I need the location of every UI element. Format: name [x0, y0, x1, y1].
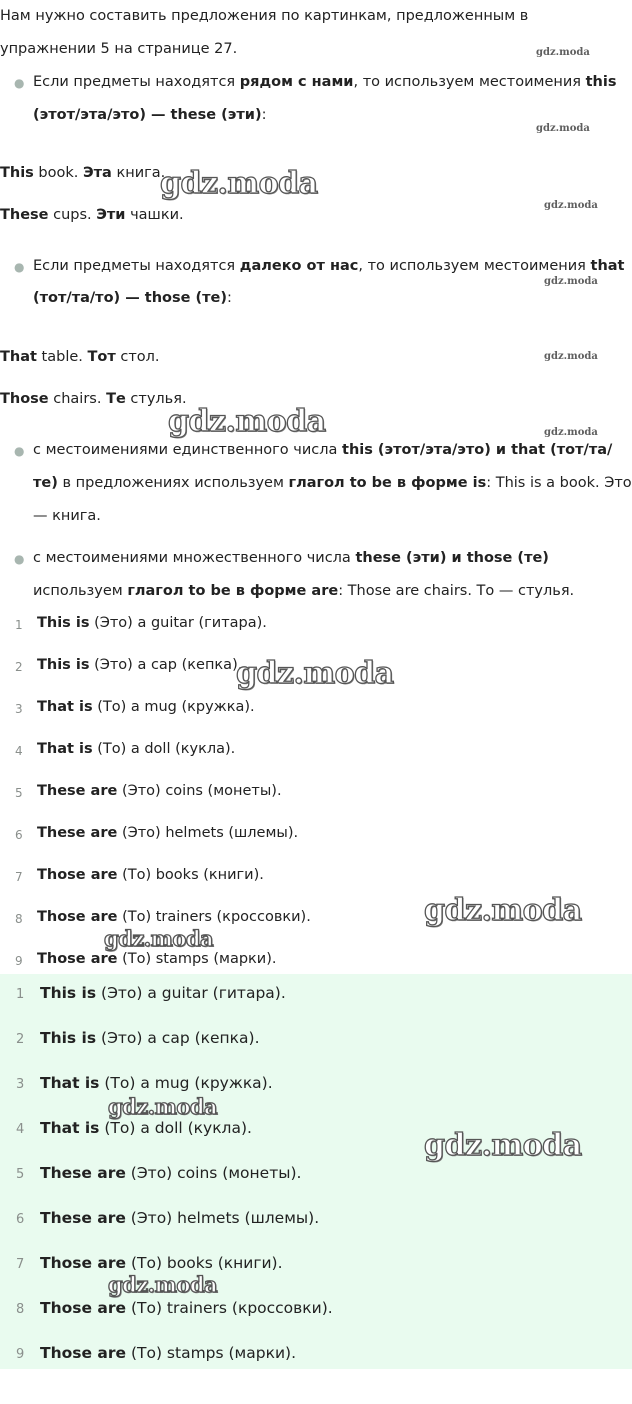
item-number: 1: [15, 618, 23, 632]
watermark-large: gdz.moda: [160, 166, 318, 201]
watermark-large: gdz.moda: [108, 1094, 218, 1119]
intro-line-1: Нам нужно составить предложения по картинкам, предложенным в: [0, 8, 529, 24]
item-number: 8: [15, 912, 23, 926]
rule-far-line-2: (тот/та/то) — those (те):: [33, 290, 232, 306]
bullet-dot: ●: [14, 76, 25, 90]
item-number: 9: [16, 1347, 25, 1362]
item-number: 6: [15, 828, 23, 842]
item-text: That is (То) a mug (кружка).: [37, 699, 255, 715]
rule-far-line-1: Если предметы находятся далеко от нас, то используем местоимения that: [33, 258, 625, 274]
watermark-small: gdz.moda: [544, 427, 598, 438]
item-number: 1: [16, 987, 25, 1002]
item-text: Those are (То) trainers (кроссовки).: [37, 909, 311, 925]
intro-line-2: упражнении 5 на странице 27.: [0, 41, 238, 57]
item-number: 7: [16, 1257, 25, 1272]
item-text: That is (То) a doll (кукла).: [37, 741, 236, 757]
watermark-large: gdz.moda: [424, 893, 582, 928]
item-text: Those are (То) books (книги).: [40, 1254, 283, 1272]
rule-near-line-1: Если предметы находятся рядом с нами, то используем местоимения this: [33, 74, 617, 90]
example-that: That table. Тот стол.: [0, 349, 160, 365]
item-text: These are (Это) helmets (шлемы).: [40, 1209, 320, 1227]
watermark-large: gdz.moda: [108, 1272, 218, 1297]
watermark-small: gdz.moda: [536, 47, 590, 58]
item-text: This is (Это) a guitar (гитара).: [40, 984, 286, 1002]
item-number: 2: [15, 660, 23, 674]
rule-singular-line-1: с местоимениями единственного числа this (этот/эта/это) и that (тот/та/: [33, 442, 613, 458]
watermark-large: gdz.moda: [424, 1128, 582, 1163]
item-text: These are (Это) helmets (шлемы).: [37, 825, 299, 841]
bullet-dot: ●: [14, 260, 25, 274]
watermark-small: gdz.moda: [544, 351, 598, 362]
rule-plural-line-2: используем глагол to be в форме are: Those are chairs. То — стулья.: [33, 583, 575, 599]
bullet-dot: ●: [14, 444, 25, 458]
item-text: That is (То) a doll (кукла).: [40, 1119, 252, 1137]
example-this: This book. Эта книга.: [0, 165, 166, 181]
item-number: 6: [16, 1212, 25, 1227]
example-those: Those chairs. Те стулья.: [0, 391, 187, 407]
item-number: 4: [16, 1122, 25, 1137]
item-text: Those are (То) stamps (марки).: [37, 951, 277, 967]
rule-plural-line-1: с местоимениями множественного числа these (эти) и those (те): [33, 550, 549, 566]
item-text: Those are (То) stamps (марки).: [40, 1344, 296, 1362]
watermark-small: gdz.moda: [536, 123, 590, 134]
item-number: 3: [15, 702, 23, 716]
bullet-dot: ●: [14, 552, 25, 566]
item-text: That is (То) a mug (кружка).: [40, 1074, 273, 1092]
item-text: These are (Это) coins (монеты).: [40, 1164, 302, 1182]
watermark-small: gdz.moda: [544, 276, 598, 287]
watermark-small: gdz.moda: [544, 200, 598, 211]
item-text: This is (Это) a cap (кепка).: [40, 1029, 260, 1047]
item-number: 7: [15, 870, 23, 884]
item-number: 4: [15, 744, 23, 758]
watermark-large: gdz.moda: [236, 656, 394, 691]
rule-singular-line-3: — книга.: [33, 508, 101, 524]
item-number: 3: [16, 1077, 25, 1092]
item-number: 8: [16, 1302, 25, 1317]
watermark-large: gdz.moda: [168, 404, 326, 439]
rule-near-line-2: (этот/эта/это) — these (эти):: [33, 107, 267, 123]
item-text: Those are (То) trainers (кроссовки).: [40, 1299, 333, 1317]
item-number: 5: [15, 786, 23, 800]
item-text: These are (Это) coins (монеты).: [37, 783, 282, 799]
item-text: Those are (То) books (книги).: [37, 867, 264, 883]
item-text: This is (Это) a cap (кепка).: [37, 657, 243, 673]
item-number: 5: [16, 1167, 25, 1182]
item-text: This is (Это) a guitar (гитара).: [37, 615, 267, 631]
item-number: 2: [16, 1032, 25, 1047]
example-these: These cups. Эти чашки.: [0, 207, 184, 223]
watermark-large: gdz.moda: [104, 926, 214, 951]
rule-singular-line-2: те) в предложениях используем глагол to be в форме is: This is a book. Это: [33, 475, 632, 491]
item-number: 9: [15, 954, 23, 968]
